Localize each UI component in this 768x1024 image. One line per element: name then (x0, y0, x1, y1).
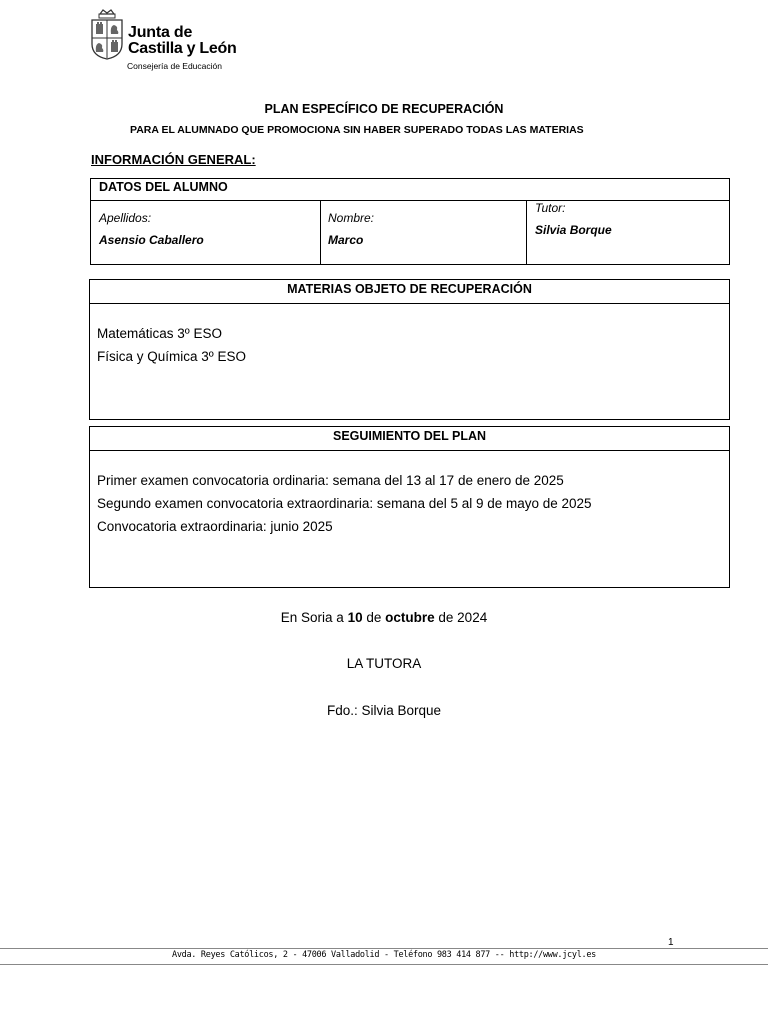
signed-by: Fdo.: Silvia Borque (326, 703, 442, 718)
logo-text-castilla-leon: Castilla y León (128, 40, 237, 57)
apellidos-label: Apellidos: (99, 211, 152, 225)
materias-table (89, 279, 730, 420)
page-number: 1 (668, 937, 674, 948)
datos-alumno-table (90, 178, 730, 265)
signer-role: LA TUTORA (346, 656, 422, 671)
date-line (0, 610, 768, 625)
date-prefix: En Soria a (280, 610, 348, 625)
date-year: de 2024 (434, 610, 488, 625)
document-subtitle: PARA EL ALUMNADO QUE PROMOCIONA SIN HABER SUPERADO TODAS LAS MATERIAS (130, 124, 584, 136)
apellidos-cell (91, 201, 321, 264)
seguimiento-item: Segundo examen convocatoria extraordinaria: semana del 5 al 9 de mayo de 2025 (97, 496, 592, 511)
nombre-cell (321, 201, 527, 264)
section-label-informacion-general: INFORMACIÓN GENERAL: (91, 152, 256, 167)
seguimiento-item: Convocatoria extraordinaria: junio 2025 (97, 519, 333, 534)
tutor-value: Silvia Borque (535, 223, 612, 237)
datos-alumno-header (91, 179, 729, 201)
materia-item: Matemáticas 3º ESO (97, 326, 222, 341)
nombre-value: Marco (328, 233, 364, 247)
document-title: PLAN ESPECÍFICO DE RECUPERACIÓN (264, 102, 504, 116)
materias-header: MATERIAS OBJETO DE RECUPERACIÓN (90, 280, 729, 304)
apellidos-value: Asensio Caballero (99, 233, 204, 247)
logo-text-junta: Junta de (128, 24, 193, 41)
nombre-label: Nombre: (328, 211, 375, 225)
materia-item: Física y Química 3º ESO (97, 349, 246, 364)
seguimiento-header: SEGUIMIENTO DEL PLAN (90, 427, 729, 451)
date-de: de (362, 610, 386, 625)
logo-junta-castilla-leon (91, 8, 251, 74)
date-month: octubre (385, 610, 435, 625)
tutor-label: Tutor: (535, 201, 566, 215)
footer-rule-bottom (0, 964, 768, 965)
seguimiento-item: Primer examen convocatoria ordinaria: semana del 13 al 17 de enero de 2025 (97, 473, 564, 488)
logo-text-consejeria: Consejería de Educación (127, 61, 222, 71)
coat-of-arms-icon (91, 8, 123, 60)
datos-alumno-header-text: DATOS DEL ALUMNO (99, 180, 228, 194)
date-day: 10 (347, 610, 363, 625)
footer-rule-top (0, 948, 768, 949)
tutor-cell (527, 201, 729, 264)
footer-address: Avda. Reyes Católicos, 2 - 47006 Valladolid - Teléfono 983 414 877 -- http://www.jcyl.es (172, 950, 596, 960)
seguimiento-table (89, 426, 730, 588)
